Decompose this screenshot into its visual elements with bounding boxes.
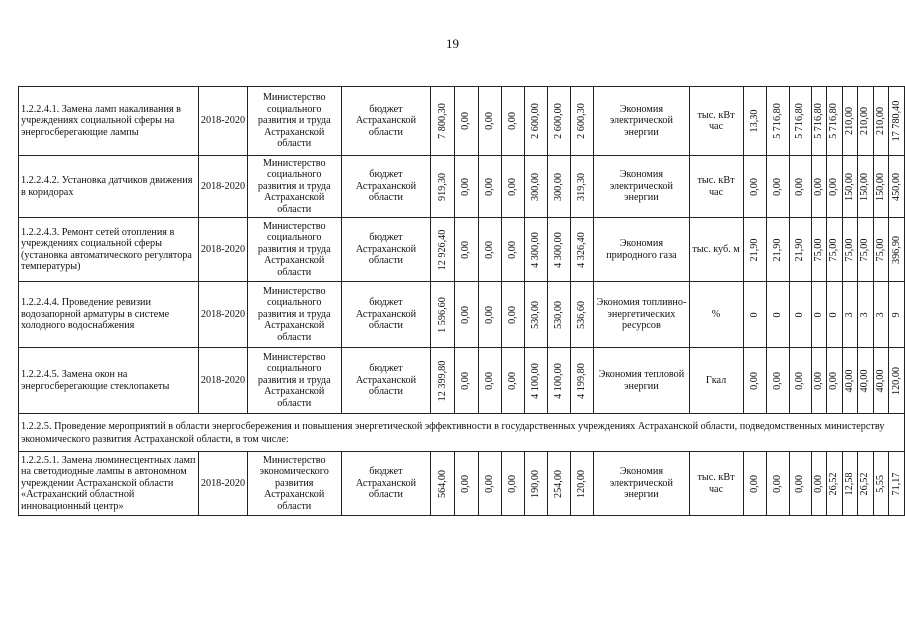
table-row [19,348,905,414]
cost-cell-text: 0,00 [483,474,495,493]
cost-cell-text: 0,00 [507,371,519,390]
value-cell-text: 40,00 [843,369,855,392]
task-cell: 1.2.2.4.4. Проведение ревизии водозапорной арматуры в системе холодного водоснабжения [19,282,199,348]
period-cell: 2018-2020 [199,348,247,414]
value-cell-text: 5 716,80 [828,103,840,139]
value-cell-text: 13,30 [748,109,760,133]
cost-cell-text: 919,30 [436,172,448,201]
cost-cell-text: 530,00 [529,300,541,329]
period-cell: 2018-2020 [199,282,247,348]
value-cell-text: 71,17 [890,472,902,495]
cost-cell-text: 0,00 [483,240,495,259]
value-cell [766,282,789,348]
value-cell [827,218,843,282]
value-cell-text: 0,00 [772,177,784,196]
cost-cell [455,452,478,516]
cost-cell [455,87,478,156]
value-cell [858,348,874,414]
cost-cell-text: 254,00 [552,469,564,498]
cost-cell [570,218,593,282]
executor-cell: Министерство социального развития и труда Астраханской области [247,87,341,156]
cost-cell [455,348,478,414]
cost-cell-text: 530,00 [552,300,564,329]
cost-cell-text: 564,00 [436,469,448,498]
executor-cell: Министерство социального развития и труда Астраханской области [247,218,341,282]
value-cell [873,348,889,414]
value-cell-text: 21,90 [772,238,784,261]
source-cell: бюджет Астраханской области [341,218,430,282]
cost-cell [570,282,593,348]
cost-cell-text: 12 399,80 [436,360,448,401]
cost-cell-text: 4 100,00 [529,362,541,399]
value-cell-text: 150,00 [843,172,855,201]
value-cell [811,156,827,218]
cost-cell [501,452,524,516]
period-cell: 2018-2020 [199,156,247,218]
cost-cell [525,87,547,156]
value-cell-text: 396,90 [890,235,902,264]
source-cell: бюджет Астраханской области [341,452,430,516]
value-cell-text: 9 [890,311,902,318]
cost-cell [478,282,501,348]
value-cell [873,156,889,218]
value-cell-text: 0,00 [828,177,840,196]
executor-cell: Министерство социального развития и труда Астраханской области [247,282,341,348]
value-cell-text: 0,00 [772,474,784,493]
value-cell [842,282,858,348]
cost-cell [547,218,570,282]
cost-cell-text: 120,00 [576,469,588,498]
value-cell-text: 21,90 [794,238,806,261]
value-cell [842,156,858,218]
value-cell [889,87,905,156]
value-cell-text: 3 [875,311,887,318]
value-cell-text: 5,55 [875,474,887,493]
value-cell-text: 0 [748,311,760,318]
cost-cell [547,452,570,516]
value-cell [743,87,766,156]
value-cell [858,87,874,156]
cost-cell-text: 0,00 [460,474,472,493]
cost-cell [570,452,593,516]
value-cell [842,348,858,414]
cost-cell-text: 2 600,30 [576,103,588,139]
cost-cell-text: 4 100,00 [552,362,564,399]
table-row [19,87,905,156]
cost-cell-text: 2 600,00 [529,103,541,139]
unit-cell: тыс. куб. м [689,218,743,282]
cost-cell [501,348,524,414]
cost-cell-text: 0,00 [507,177,519,196]
value-cell [790,452,811,516]
cost-cell [547,282,570,348]
unit-cell: тыс. кВт час [689,87,743,156]
cost-cell [570,348,593,414]
program-table [18,86,905,516]
cost-cell [431,87,455,156]
source-cell: бюджет Астраханской области [341,282,430,348]
value-cell-text: 5 716,80 [812,103,824,139]
value-cell [889,452,905,516]
value-cell [766,348,789,414]
value-cell-text: 12,58 [843,472,855,495]
value-cell [811,452,827,516]
cost-cell-text: 0,00 [483,112,495,130]
cost-cell-text: 190,00 [529,469,541,498]
source-cell: бюджет Астраханской области [341,156,430,218]
value-cell [790,218,811,282]
source-cell: бюджет Астраханской области [341,348,430,414]
cost-cell [455,282,478,348]
executor-cell: Министерство социального развития и труда Астраханской области [247,348,341,414]
indicator-cell: Экономия электрической энергии [594,156,689,218]
value-cell-text: 17 780,40 [890,100,902,142]
unit-cell: Гкал [689,348,743,414]
value-cell [743,282,766,348]
value-cell-text: 210,00 [843,106,855,136]
value-cell [858,452,874,516]
value-cell-text: 0,00 [748,474,760,493]
indicator-cell: Экономия природного газа [594,218,689,282]
value-cell [858,156,874,218]
value-cell-text: 0 [828,311,840,318]
cost-cell-text: 319,30 [576,172,588,201]
value-cell [827,452,843,516]
value-cell-text: 450,00 [890,172,902,201]
value-cell-text: 120,00 [890,366,902,395]
cost-cell-text: 536,60 [576,300,588,329]
indicator-cell: Экономия электрической энергии [594,452,689,516]
cost-cell-text: 4 199,80 [576,362,588,399]
cost-cell-text: 0,00 [483,371,495,390]
value-cell [858,218,874,282]
cost-cell-text: 0,00 [507,305,519,324]
value-cell-text: 0,00 [812,177,824,196]
table-row [19,218,905,282]
cost-cell [525,218,547,282]
value-cell-text: 0,00 [794,371,806,390]
unit-cell: % [689,282,743,348]
value-cell [743,218,766,282]
task-cell: 1.2.2.5.1. Замена люминесцентных ламп на светодиодные лампы в автономном учреждении Астраханской области «Астраханский областной инновационный центр» [19,452,199,516]
value-cell [766,87,789,156]
executor-cell: Министерство социального развития и труда Астраханской области [247,156,341,218]
indicator-cell: Экономия электрической энергии [594,87,689,156]
cost-cell [431,348,455,414]
cost-cell-text: 4 300,00 [529,231,541,268]
value-cell-text: 0 [794,311,806,318]
cost-cell-text: 0,00 [483,305,495,324]
value-cell-text: 40,00 [875,369,887,392]
value-cell-text: 75,00 [843,238,855,261]
value-cell-text: 26,52 [828,472,840,495]
cost-cell-text: 0,00 [507,474,519,493]
cost-cell [525,282,547,348]
section-heading-row [19,414,905,452]
cost-cell-text: 0,00 [460,305,472,324]
value-cell [873,87,889,156]
value-cell [811,218,827,282]
cost-cell-text: 0,00 [460,240,472,259]
cost-cell [455,218,478,282]
value-cell-text: 210,00 [859,106,871,136]
cost-cell-text: 300,00 [529,172,541,201]
value-cell-text: 26,52 [859,472,871,495]
cost-cell-text: 0,00 [507,112,519,130]
cost-cell [570,87,593,156]
value-cell-text: 75,00 [812,238,824,261]
period-cell: 2018-2020 [199,218,247,282]
cost-cell [547,87,570,156]
cost-cell-text: 2 600,00 [552,103,564,139]
cost-cell-text: 4 300,00 [552,231,564,268]
cost-cell-text: 7 800,30 [436,103,448,139]
value-cell-text: 3 [859,311,871,318]
value-cell [827,87,843,156]
value-cell [827,156,843,218]
cost-cell [547,156,570,218]
value-cell [858,282,874,348]
cost-cell-text: 300,00 [552,172,564,201]
cost-cell [547,348,570,414]
value-cell-text: 0 [772,311,784,318]
value-cell [842,452,858,516]
table-row [19,452,905,516]
cost-cell [525,348,547,414]
value-cell-text: 75,00 [875,238,887,261]
value-cell [827,348,843,414]
unit-cell: тыс. кВт час [689,452,743,516]
value-cell-text: 21,90 [748,238,760,261]
value-cell [842,218,858,282]
value-cell [766,156,789,218]
value-cell-text: 75,00 [859,238,871,261]
cost-cell [478,218,501,282]
value-cell-text: 150,00 [859,172,871,201]
value-cell-text: 0,00 [812,474,824,493]
value-cell [766,452,789,516]
indicator-cell: Экономия тепловой энергии [594,348,689,414]
value-cell-text: 150,00 [875,172,887,201]
value-cell [766,218,789,282]
cost-cell [431,282,455,348]
cost-cell [431,452,455,516]
cost-cell [501,218,524,282]
cost-cell [501,156,524,218]
task-cell: 1.2.2.4.1. Замена ламп накаливания в учреждениях социальной сферы на энергосберегающие лампы [19,87,199,156]
value-cell-text: 3 [843,311,855,318]
value-cell-text: 0,00 [748,371,760,390]
value-cell [790,87,811,156]
value-cell [743,348,766,414]
value-cell [811,348,827,414]
value-cell-text: 75,00 [828,238,840,261]
value-cell [790,282,811,348]
cost-cell [478,348,501,414]
unit-cell: тыс. кВт час [689,156,743,218]
value-cell-text: 0,00 [794,177,806,196]
cost-cell [501,87,524,156]
period-cell: 2018-2020 [199,87,247,156]
value-cell [743,156,766,218]
value-cell [889,282,905,348]
value-cell [790,348,811,414]
value-cell-text: 40,00 [859,369,871,392]
value-cell [889,348,905,414]
cost-cell-text: 0,00 [460,177,472,196]
cost-cell-text: 0,00 [507,240,519,259]
table-row [19,156,905,218]
cost-cell [570,156,593,218]
cost-cell [478,452,501,516]
cost-cell [478,156,501,218]
value-cell [811,87,827,156]
value-cell [743,452,766,516]
value-cell [827,282,843,348]
section-heading: 1.2.2.5. Проведение мероприятий в области энергосбережения и повышения энергетической эффективности в государственных учреждениях Астраханской области, подведомственных министерству экономического развития Астраханской области, в том числе: [19,414,905,452]
cost-cell-text: 12 926,40 [436,229,448,270]
value-cell [811,282,827,348]
page-number: 19 [446,36,459,51]
source-cell: бюджет Астраханской области [341,87,430,156]
value-cell-text: 0 [812,311,824,318]
value-cell [889,156,905,218]
value-cell [873,452,889,516]
value-cell [842,87,858,156]
cost-cell [525,156,547,218]
cost-cell-text: 0,00 [460,371,472,390]
cost-cell [431,218,455,282]
cost-cell [455,156,478,218]
value-cell [889,218,905,282]
task-cell: 1.2.2.4.5. Замена окон на энергосберегающие стеклопакеты [19,348,199,414]
value-cell-text: 5 716,80 [794,103,806,139]
value-cell-text: 210,00 [875,106,887,136]
value-cell-text: 0,00 [794,474,806,493]
value-cell-text: 0,00 [812,371,824,390]
value-cell [873,282,889,348]
cost-cell-text: 0,00 [483,177,495,196]
value-cell-text: 0,00 [748,177,760,196]
task-cell: 1.2.2.4.2. Установка датчиков движения в коридорах [19,156,199,218]
table-row [19,282,905,348]
value-cell [790,156,811,218]
value-cell [873,218,889,282]
cost-cell [501,282,524,348]
executor-cell: Министерство экономического развития Астраханской области [247,452,341,516]
value-cell-text: 0,00 [828,371,840,390]
cost-cell [525,452,547,516]
cost-cell-text: 4 326,40 [576,231,588,268]
value-cell-text: 5 716,80 [772,103,784,139]
cost-cell [478,87,501,156]
value-cell-text: 0,00 [772,371,784,390]
task-cell: 1.2.2.4.3. Ремонт сетей отопления в учреждениях социальной сферы (установка автоматического регулятора температуры) [19,218,199,282]
indicator-cell: Экономия топливно-энергетических ресурсов [594,282,689,348]
period-cell: 2018-2020 [199,452,247,516]
cost-cell [431,156,455,218]
cost-cell-text: 1 596,60 [436,296,448,333]
cost-cell-text: 0,00 [460,112,472,130]
